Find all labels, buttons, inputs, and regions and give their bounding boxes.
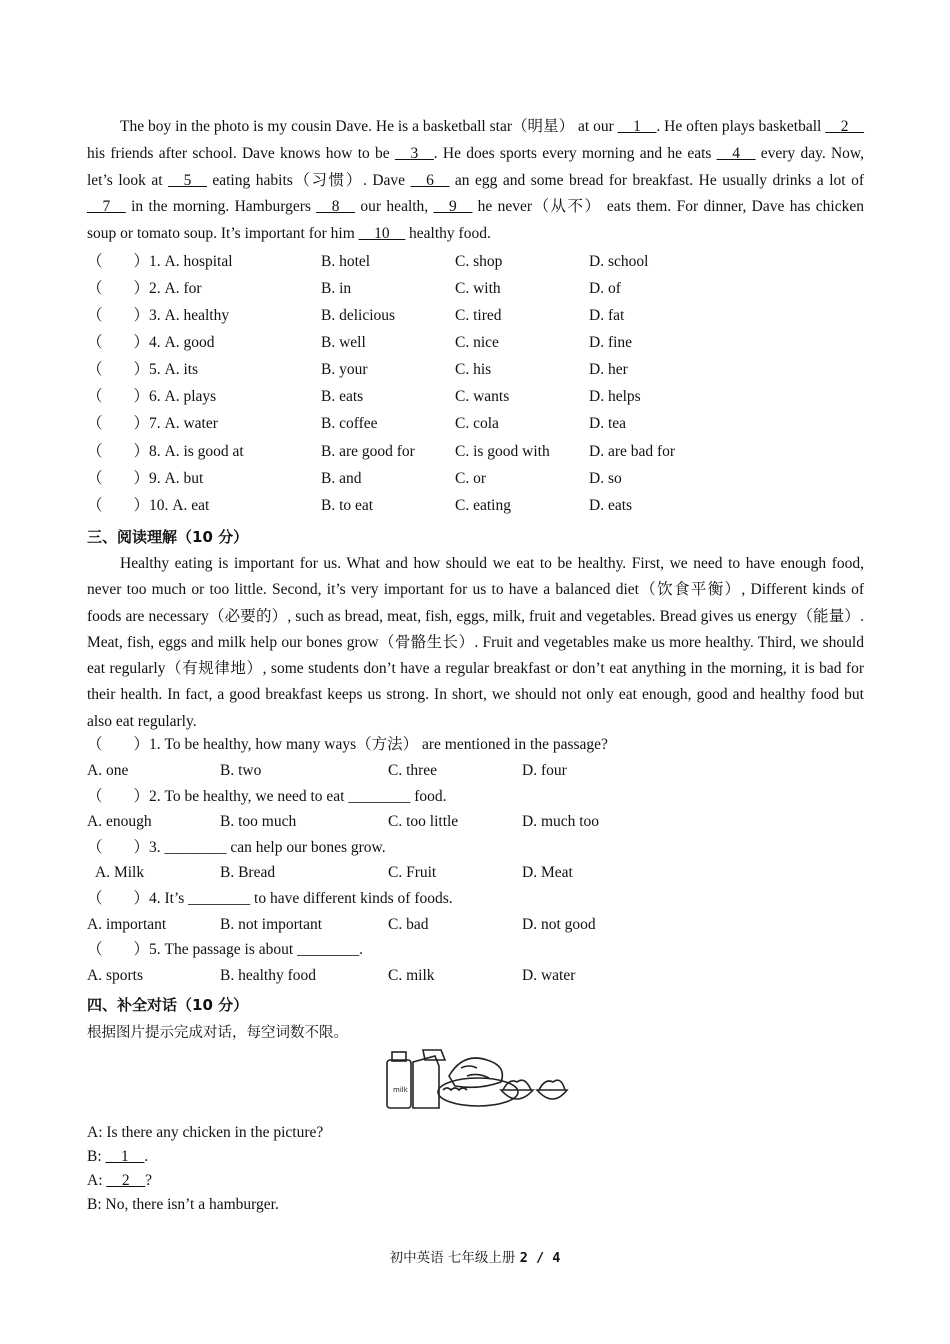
passage-text: our health,: [355, 198, 434, 216]
option-b: B. your: [321, 361, 368, 378]
option-d: D. so: [589, 470, 622, 487]
food-picture: [383, 1046, 569, 1112]
option-c: C. three: [388, 762, 438, 779]
blank-4: __4__: [716, 144, 756, 162]
option-c: C. his: [455, 361, 492, 378]
section-3-title: 三、阅读理解（10 分）: [87, 528, 249, 546]
option-c: C. tired: [455, 307, 502, 324]
dialogue-text: .: [144, 1148, 149, 1165]
passage-text: . He often plays basketball: [656, 118, 826, 135]
option-b: B. in: [321, 280, 352, 297]
page-number: 2 / 4: [519, 1250, 561, 1266]
blank-6: __6__: [410, 171, 450, 189]
milk-carton: [413, 1056, 439, 1108]
option-b: B. two: [220, 762, 262, 779]
question-stem: （ ）5. A. its: [87, 361, 199, 378]
speaker: A:: [87, 1124, 107, 1141]
option-b: B. too much: [220, 813, 297, 830]
dialogue-blank: __2__: [106, 1172, 146, 1189]
dialogue-text: No, there isn’t a hamburger.: [105, 1196, 279, 1213]
dialogue-line: [87, 1169, 152, 1193]
reading-passage: Healthy eating is important for us. What and how should we eat to be healthy. First, we need to have enough food, never too much or too little. Second, it’s very important for us to have a balanced diet（饮食平衡）, Different kinds of foods are necessary（必要的）, such as bread, meat, fish, eggs, milk, fruit and vegetables. Bread gives us energy（能量）. Meat, fish, eggs and milk help our bones grow（骨骼生长）. Fruit and vegetables make us more healthy. Third, we should eat regularly（有规律地）, some students don’t have a regular breakfast or don’t eat anything in the morning, it is bad for their health. In fact, a good breakfast keeps us strong. In short, we should not only eat enough, good and healthy food but also eat regularly.: [87, 555, 864, 730]
question-stem: （ ）1. To be healthy, how many ways（方法） are mentioned in the passage?: [87, 736, 608, 753]
option-a: A. one: [87, 762, 129, 779]
option-c: C. or: [455, 470, 486, 487]
option-b: B. eats: [321, 388, 364, 405]
blank-7: __7__: [87, 198, 126, 216]
dialogue-line: [87, 1193, 279, 1217]
passage-text: his friends after school. Dave knows how to be: [87, 144, 395, 162]
option-a: A. important: [87, 916, 167, 933]
option-c: C. cola: [455, 415, 499, 432]
question-stem: （ ）4. It’s ________ to have different kinds of foods.: [87, 890, 453, 907]
option-d: D. fat: [589, 307, 625, 324]
question-stem: （ ）9. A. but: [87, 470, 204, 487]
dialogue-line: [87, 1145, 148, 1169]
option-a: A. Milk: [95, 864, 145, 881]
option-b: B. Bread: [220, 864, 276, 881]
chicken: [449, 1058, 502, 1087]
option-d: D. are bad for: [589, 443, 676, 460]
dialogue-blank: __1__: [105, 1148, 145, 1165]
option-c: C. Fruit: [388, 864, 437, 881]
question-stem: （ ）4. A. good: [87, 334, 215, 351]
option-b: B. healthy food: [220, 967, 316, 984]
option-d: D. much too: [522, 813, 600, 830]
cloze-passage: [87, 114, 864, 248]
option-d: D. Meat: [522, 864, 573, 881]
section-4-title: 四、补全对话（10 分）: [87, 996, 249, 1014]
option-b: B. well: [321, 334, 366, 351]
speaker: B:: [87, 1196, 106, 1213]
option-c: C. wants: [455, 388, 510, 405]
option-c: C. nice: [455, 334, 499, 351]
passage-text: eating habits（习惯）. Dave: [206, 171, 411, 189]
option-d: D. eats: [589, 497, 633, 514]
question-stem: （ ）6. A. plays: [87, 388, 217, 405]
option-d: D. four: [522, 762, 567, 779]
passage-text: an egg and some bread for breakfast. He usually drinks a lot of: [449, 171, 864, 189]
blank-2: __2__: [825, 118, 864, 135]
page-footer: [0, 1246, 950, 1266]
dialogue-text: Is there any chicken in the picture?: [106, 1124, 324, 1141]
option-b: B. delicious: [321, 307, 396, 324]
passage-text: The boy in the photo is my cousin Dave. He is a basketball star（明星） at our: [120, 118, 618, 135]
option-c: C. bad: [388, 916, 429, 933]
passage-text: in the morning. Hamburgers: [125, 198, 317, 216]
section-4-instruction: 根据图片提示完成对话，每空词数不限。: [87, 1025, 348, 1041]
option-a: A. enough: [87, 813, 152, 830]
blank-9: __9__: [433, 198, 473, 216]
question-stem: （ ）2. To be healthy, we need to eat ________ food.: [87, 788, 447, 805]
option-b: B. hotel: [321, 253, 371, 270]
passage-text: he never（从不） eats them. For dinner, Dave has chicken soup or tomato soup. It’s important for him: [87, 198, 864, 243]
question-stem: （ ）7. A. water: [87, 415, 218, 432]
footer-title: 初中英语 七年级上册: [389, 1250, 520, 1266]
blank-8: __8__: [316, 198, 356, 216]
passage-text: every day. Now, let’s look at: [87, 144, 864, 189]
option-d: D. her: [589, 361, 628, 378]
rice-bowl-right: [537, 1090, 567, 1099]
milk-label: milk: [393, 1086, 408, 1094]
question-stem: （ ）3. A. healthy: [87, 307, 230, 324]
option-b: B. not important: [220, 916, 323, 933]
option-c: C. eating: [455, 497, 511, 514]
option-d: D. tea: [589, 415, 627, 432]
blank-1: __1__: [617, 118, 657, 135]
dialogue-line: [87, 1121, 323, 1145]
option-c: C. is good with: [455, 443, 550, 460]
option-b: B. and: [321, 470, 362, 487]
blank-5: __5__: [168, 171, 207, 189]
question-stem: （ ）1. A. hospital: [87, 253, 233, 270]
passage-text: . He does sports every morning and he eats: [433, 144, 717, 162]
option-c: C. too little: [388, 813, 459, 830]
blank-10: __10__: [358, 225, 406, 243]
question-stem: （ ）10. A. eat: [87, 497, 210, 514]
speaker: A:: [87, 1172, 107, 1189]
option-b: B. coffee: [321, 415, 378, 432]
option-d: D. fine: [589, 334, 633, 351]
option-d: D. of: [589, 280, 621, 297]
milk-bottle: [387, 1060, 411, 1108]
passage-text: healthy food.: [405, 225, 491, 243]
option-b: B. are good for: [321, 443, 415, 460]
plate: [438, 1078, 518, 1106]
fries: [443, 1088, 467, 1090]
question-stem: （ ）2. A. for: [87, 280, 202, 297]
question-stem: （ ）5. The passage is about ________.: [87, 941, 363, 958]
option-d: D. not good: [522, 916, 596, 933]
dialogue-text: ?: [145, 1172, 153, 1189]
speaker: B:: [87, 1148, 106, 1165]
option-d: D. helps: [589, 388, 641, 405]
option-d: D. water: [522, 967, 576, 984]
question-stem: （ ）8. A. is good at: [87, 443, 244, 460]
blank-3: __3__: [394, 144, 434, 162]
option-c: C. shop: [455, 253, 503, 270]
option-c: C. milk: [388, 967, 435, 984]
option-b: B. to eat: [321, 497, 374, 514]
option-a: A. sports: [87, 967, 143, 984]
option-c: C. with: [455, 280, 501, 297]
option-d: D. school: [589, 253, 649, 270]
question-stem: （ ）3. ________ can help our bones grow.: [87, 839, 386, 856]
